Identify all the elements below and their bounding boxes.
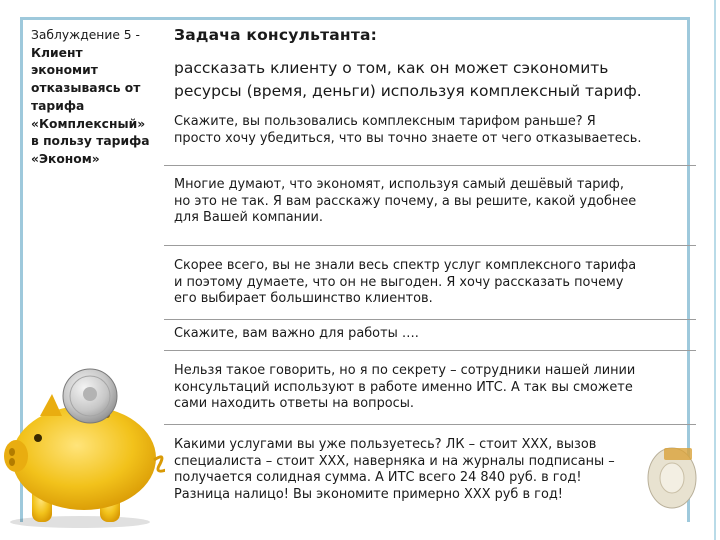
title-line: Заблуждение 5 -: [31, 28, 140, 42]
separator-line: [164, 350, 696, 351]
block-line: сами находить ответы на вопросы.: [174, 396, 414, 412]
script-block-1: [174, 114, 694, 147]
title-line: «Комплексный»: [31, 116, 146, 131]
coin-icon: [63, 369, 117, 423]
title-line: тарифа: [31, 98, 85, 113]
task-heading: Задача консультанта:: [174, 26, 378, 44]
title-line: экономит: [31, 63, 98, 78]
block-line: получается солидная сумма. А ИТС всего 24 840 руб. в год!: [174, 470, 582, 486]
separator-line: [164, 245, 696, 246]
block-line: Нельзя такое говорить, но я по секрету – сотрудники нашей линии: [174, 363, 636, 378]
separator-line: [164, 319, 696, 320]
piggy-bank-icon: [0, 368, 165, 528]
script-block-6: [174, 437, 694, 503]
title-line: отказываясь от: [31, 81, 141, 96]
separator-line: [164, 165, 696, 166]
title-line: Клиент: [31, 45, 83, 60]
block-line: и поэтому думаете, что он не выгоден. Я хочу рассказать почему: [174, 274, 624, 290]
task-description: [174, 57, 694, 103]
block-line: Какими услугами вы уже пользуетесь? ЛК – стоит ХХХ, вызов: [174, 437, 597, 452]
task-line: рассказать клиенту о том, как он может сэкономить: [174, 59, 609, 77]
block-line: Разница налицо! Вы экономите примерно ХХХ руб в год!: [174, 486, 563, 502]
title-line: «Эконом»: [31, 151, 100, 166]
script-block-2: [174, 177, 694, 227]
block-line: Многие думают, что экономят, используя самый дешёвый тариф,: [174, 177, 624, 192]
separator-line: [164, 424, 696, 425]
script-block-3: [174, 258, 694, 308]
frame-top-border: [20, 17, 690, 20]
block-line: просто хочу убедиться, что вы точно знаете от чего отказываетесь.: [174, 130, 642, 146]
block-line: но это не так. Я вам расскажу почему, а вы решите, какой удобнее: [174, 193, 637, 209]
block-line: Скажите, вы пользовались комплексным тарифом раньше? Я: [174, 114, 596, 129]
block-line: его выбирает большинство клиентов.: [174, 291, 433, 307]
block-line: Скорее всего, вы не знали весь спектр услуг комплексного тарифа: [174, 258, 637, 273]
script-block-5: [174, 363, 694, 413]
task-line: ресурсы (время, деньги) используя комплексный тариф.: [174, 82, 642, 100]
frame-edge-line: [714, 0, 716, 540]
block-line: для Вашей компании.: [174, 210, 323, 226]
script-block-4: [174, 326, 694, 343]
misconception-title: [31, 27, 155, 169]
block-line: консультаций используют в работе именно ИТС. А так вы сможете: [174, 379, 633, 395]
block-line: специалиста – стоит ХХХ, наверняка и на журналы подписаны –: [174, 453, 615, 469]
block-line: Скажите, вам важно для работы ….: [174, 326, 419, 341]
title-line: в пользу тарифа: [31, 134, 150, 149]
